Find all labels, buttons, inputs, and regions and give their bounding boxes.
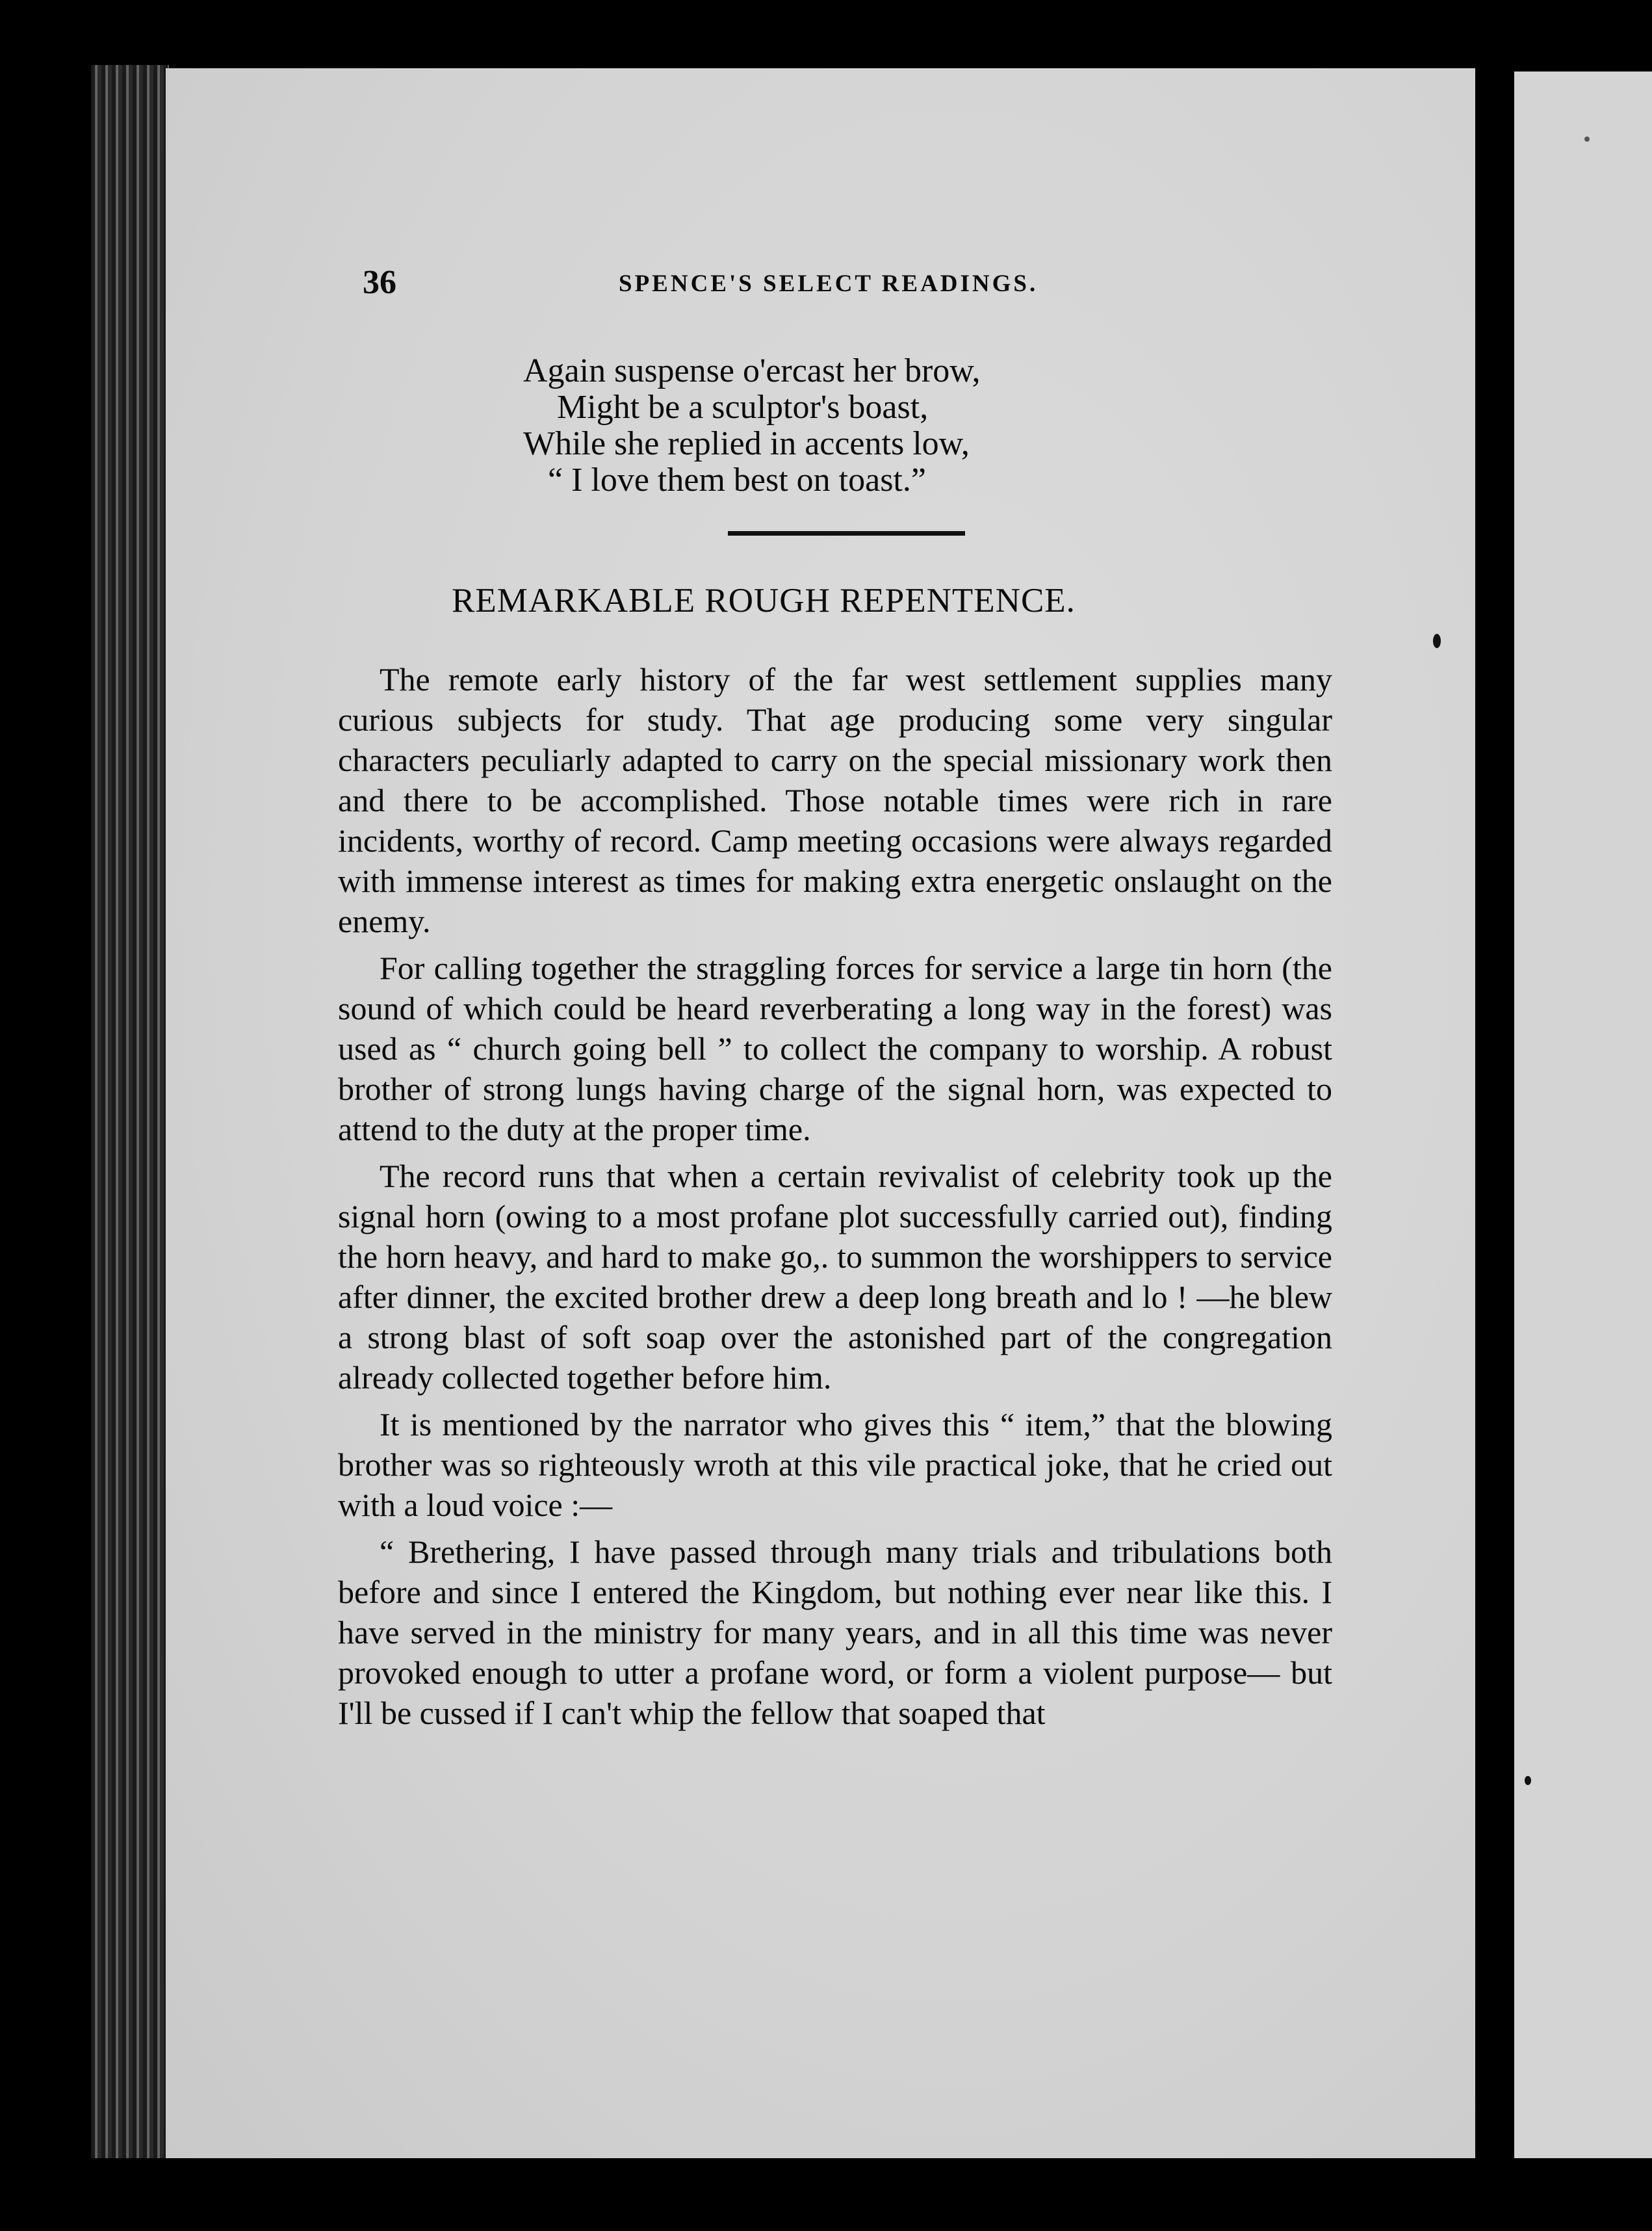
section-title: REMARKABLE ROUGH REPENTENCE. bbox=[452, 582, 1076, 620]
verse-line: Again suspense o'ercast her brow, bbox=[523, 352, 981, 389]
ink-speck bbox=[1525, 1776, 1531, 1785]
section-divider bbox=[728, 531, 965, 536]
paragraph: “ Brethering, I have passed through many trials and tribulations both before and since I entered the Kingdom, but nothing ever near like this. I have served in the ministry for many years, and in all this time was never provoked enough to utter a profane word, or form a violent purpose— but I'll be cussed if I can't whip the fellow that soaped that bbox=[338, 1533, 1332, 1731]
verse-line: While she replied in accents low, bbox=[523, 425, 970, 462]
paragraph: The record runs that when a certain revivalist of celebrity took up the signal horn (owing to a most profane plot successfully carried out), finding the horn heavy, and hard to make go,. to summon the worshippers to service after dinner, the excited brother drew a deep long breath and lo ! —he blew a strong blast of soft soap over the astonished part of the congregation already collected together before him. bbox=[338, 1158, 1332, 1396]
facing-page-edge bbox=[1514, 72, 1652, 2158]
running-head-title: SPENCE'S SELECT READINGS. bbox=[619, 270, 1039, 297]
paragraph: It is mentioned by the narrator who gives this “ item,” that the blowing brother was so righteously wroth at this vile practical joke, that he cried out with a loud voice :— bbox=[338, 1406, 1332, 1523]
verse-line: “ I love them best on toast.” bbox=[548, 462, 926, 499]
verse-stanza bbox=[523, 353, 1332, 499]
ink-speck bbox=[1433, 634, 1441, 648]
running-head bbox=[363, 263, 1332, 315]
paragraph: For calling together the straggling forces for service a large tin horn (the sound of which could be heard reverberating a long way in the forest) was used as “ church going bell ” to collect the company to worship. A robust brother of strong lungs having charge of the signal horn, was expected to attend to the duty at the proper time. bbox=[338, 950, 1332, 1147]
verse-line: Might be a sculptor's boast, bbox=[557, 389, 929, 426]
page-text bbox=[338, 263, 1332, 1733]
book-page-edges bbox=[91, 65, 169, 2158]
page-number: 36 bbox=[363, 264, 396, 301]
ink-speck bbox=[1584, 137, 1590, 142]
paragraph: The remote early history of the far west settlement supplies many curious subjects for study. That age producing some very singular characters peculiarly adapted to carry on the special missionary work then and there to be accomplished. Those notable times were rich in rare incidents, worthy of record. Camp meeting occasions were always regarded with immense interest as times for making extra energetic onslaught on the enemy. bbox=[338, 661, 1332, 939]
